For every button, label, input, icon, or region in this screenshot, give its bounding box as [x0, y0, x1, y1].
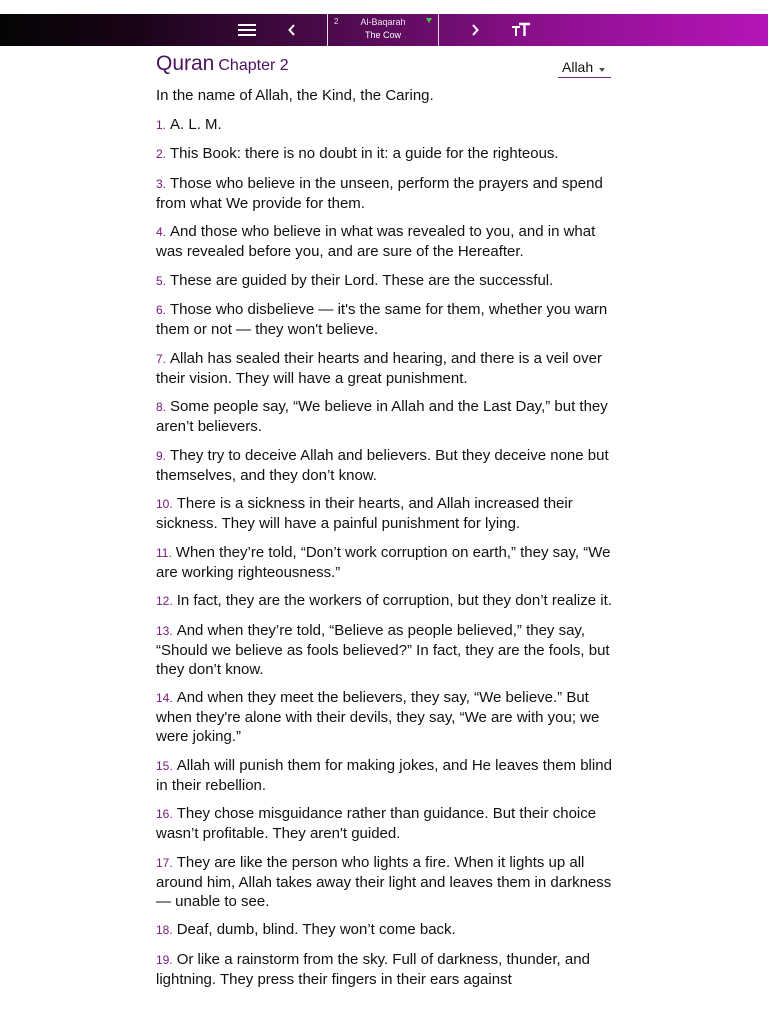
verse — [156, 950, 614, 989]
verse — [156, 446, 614, 485]
verse-text: And those who believe in what was revealed to you, and in what was revealed before you, and are sure of the Hereafter. — [156, 223, 596, 260]
verse-text: A. L. M. — [170, 115, 222, 133]
text-size-button[interactable] — [506, 14, 536, 46]
chapter-transliterated-name: Al-Baqarah — [360, 17, 406, 27]
verse — [156, 591, 614, 611]
verse-number: 3. — [156, 176, 167, 191]
verse-text: These are guided by their Lord. These are the successful. — [170, 271, 554, 289]
verse-number: 17. — [156, 855, 173, 870]
verse-number: 6. — [156, 303, 167, 317]
verse — [156, 920, 614, 940]
verse — [156, 115, 614, 135]
chevron-left-icon — [287, 23, 297, 37]
verse-number: 5. — [156, 273, 167, 288]
verse-number: 1. — [156, 117, 167, 132]
chapter-number: 2 — [334, 17, 339, 26]
verse-text: Those who disbelieve — it's the same for them, whether you warn them or not — they won't believe. — [156, 301, 608, 338]
verse-text: They are like the person who lights a fire. When it lights up all around him, Allah takes away their light and leaves them in darkness — unable to see. — [156, 853, 612, 910]
verse-text: In fact, they are the workers of corruption, but they don’t realize it. — [176, 592, 612, 609]
verse — [156, 543, 614, 582]
divine-name-select[interactable] — [558, 58, 611, 78]
verse-number: 7. — [156, 351, 167, 366]
bismillah: In the name of Allah, the Kind, the Caring. — [156, 87, 434, 104]
verse-text: Allah has sealed their hearts and hearing, and there is a veil over their vision. They will have a great punishment. — [156, 349, 602, 387]
verse — [156, 804, 614, 843]
verse-number: 8. — [156, 400, 167, 414]
verse — [156, 174, 614, 213]
hamburger-menu-icon — [238, 23, 256, 37]
verse-number: 10. — [156, 497, 173, 511]
text-size-icon — [511, 22, 531, 38]
verse — [156, 688, 614, 746]
top-toolbar — [0, 14, 768, 46]
verse-text: They chose misguidance rather than guidance. But their choice wasn’t profitable. They aren't guided. — [156, 805, 597, 842]
book-title: Quran — [156, 52, 215, 75]
verse — [156, 756, 614, 795]
next-chapter-button[interactable] — [460, 14, 490, 46]
verse-text: Deaf, dumb, blind. They won’t come back. — [176, 921, 456, 938]
chapter-select[interactable] — [327, 14, 439, 46]
verse-number: 9. — [156, 448, 167, 463]
chapter-title: Chapter 2 — [218, 57, 289, 74]
verse-number: 14. — [156, 691, 173, 705]
verse-text: There is a sickness in their hearts, and Allah increased their sickness. They will have a painful punishment for lying. — [156, 495, 573, 532]
verse — [156, 397, 614, 436]
verse — [156, 494, 614, 533]
verse-number: 12. — [156, 594, 173, 608]
verse-list — [156, 115, 614, 989]
verse-number: 18. — [156, 923, 173, 937]
divine-name-value: Allah — [562, 59, 594, 75]
verse-text: And when they’re told, “Believe as people believed,” they say, “Should we believe as fools believed?” In fact, they are the fools, but they don’t know. — [156, 621, 610, 678]
verse-text: Allah will punish them for making jokes, and He leaves them blind in their rebellion. — [156, 756, 612, 794]
verse-text: Those who believe in the unseen, perform the prayers and spend from what We provide for them. — [156, 174, 603, 212]
verse — [156, 271, 614, 291]
chapter-text — [156, 86, 614, 998]
chapter-english-name: The Cow — [364, 30, 401, 40]
dropdown-caret-icon — [599, 68, 605, 72]
verse-number: 19. — [156, 952, 173, 967]
verse — [156, 853, 614, 911]
verse-text: When they’re told, “Don’t work corruption on earth,” they say, “We are working righteousness.” — [156, 543, 611, 581]
verse — [156, 349, 614, 388]
verse-text: Or like a rainstorm from the sky. Full of darkness, thunder, and lightning. They press their fingers in their ears against — [156, 950, 590, 988]
dropdown-caret-icon — [426, 18, 432, 23]
verse-number: 11. — [156, 545, 172, 560]
page-title — [156, 52, 289, 76]
verse-number: 16. — [156, 807, 173, 821]
verse — [156, 144, 614, 164]
previous-chapter-button[interactable] — [277, 14, 307, 46]
verse-text: And when they meet the believers, they say, “We believe.” But when they're alone with their devils, they say, “We are with you; we were joking.” — [156, 689, 600, 745]
chevron-right-icon — [470, 23, 480, 37]
verse-text: This Book: there is no doubt in it: a guide for the righteous. — [170, 145, 559, 162]
verse — [156, 222, 614, 261]
verse-number: 2. — [156, 147, 167, 161]
verse-number: 4. — [156, 225, 167, 239]
verse-number: 13. — [156, 623, 173, 638]
verse-text: Some people say, “We believe in Allah and the Last Day,” but they aren’t believers. — [156, 398, 608, 435]
verse — [156, 621, 614, 679]
verse — [156, 300, 614, 339]
menu-button[interactable] — [232, 14, 262, 46]
verse-text: They try to deceive Allah and believers. But they deceive none but themselves, and they don’t know. — [156, 446, 609, 484]
verse-number: 15. — [156, 758, 173, 773]
